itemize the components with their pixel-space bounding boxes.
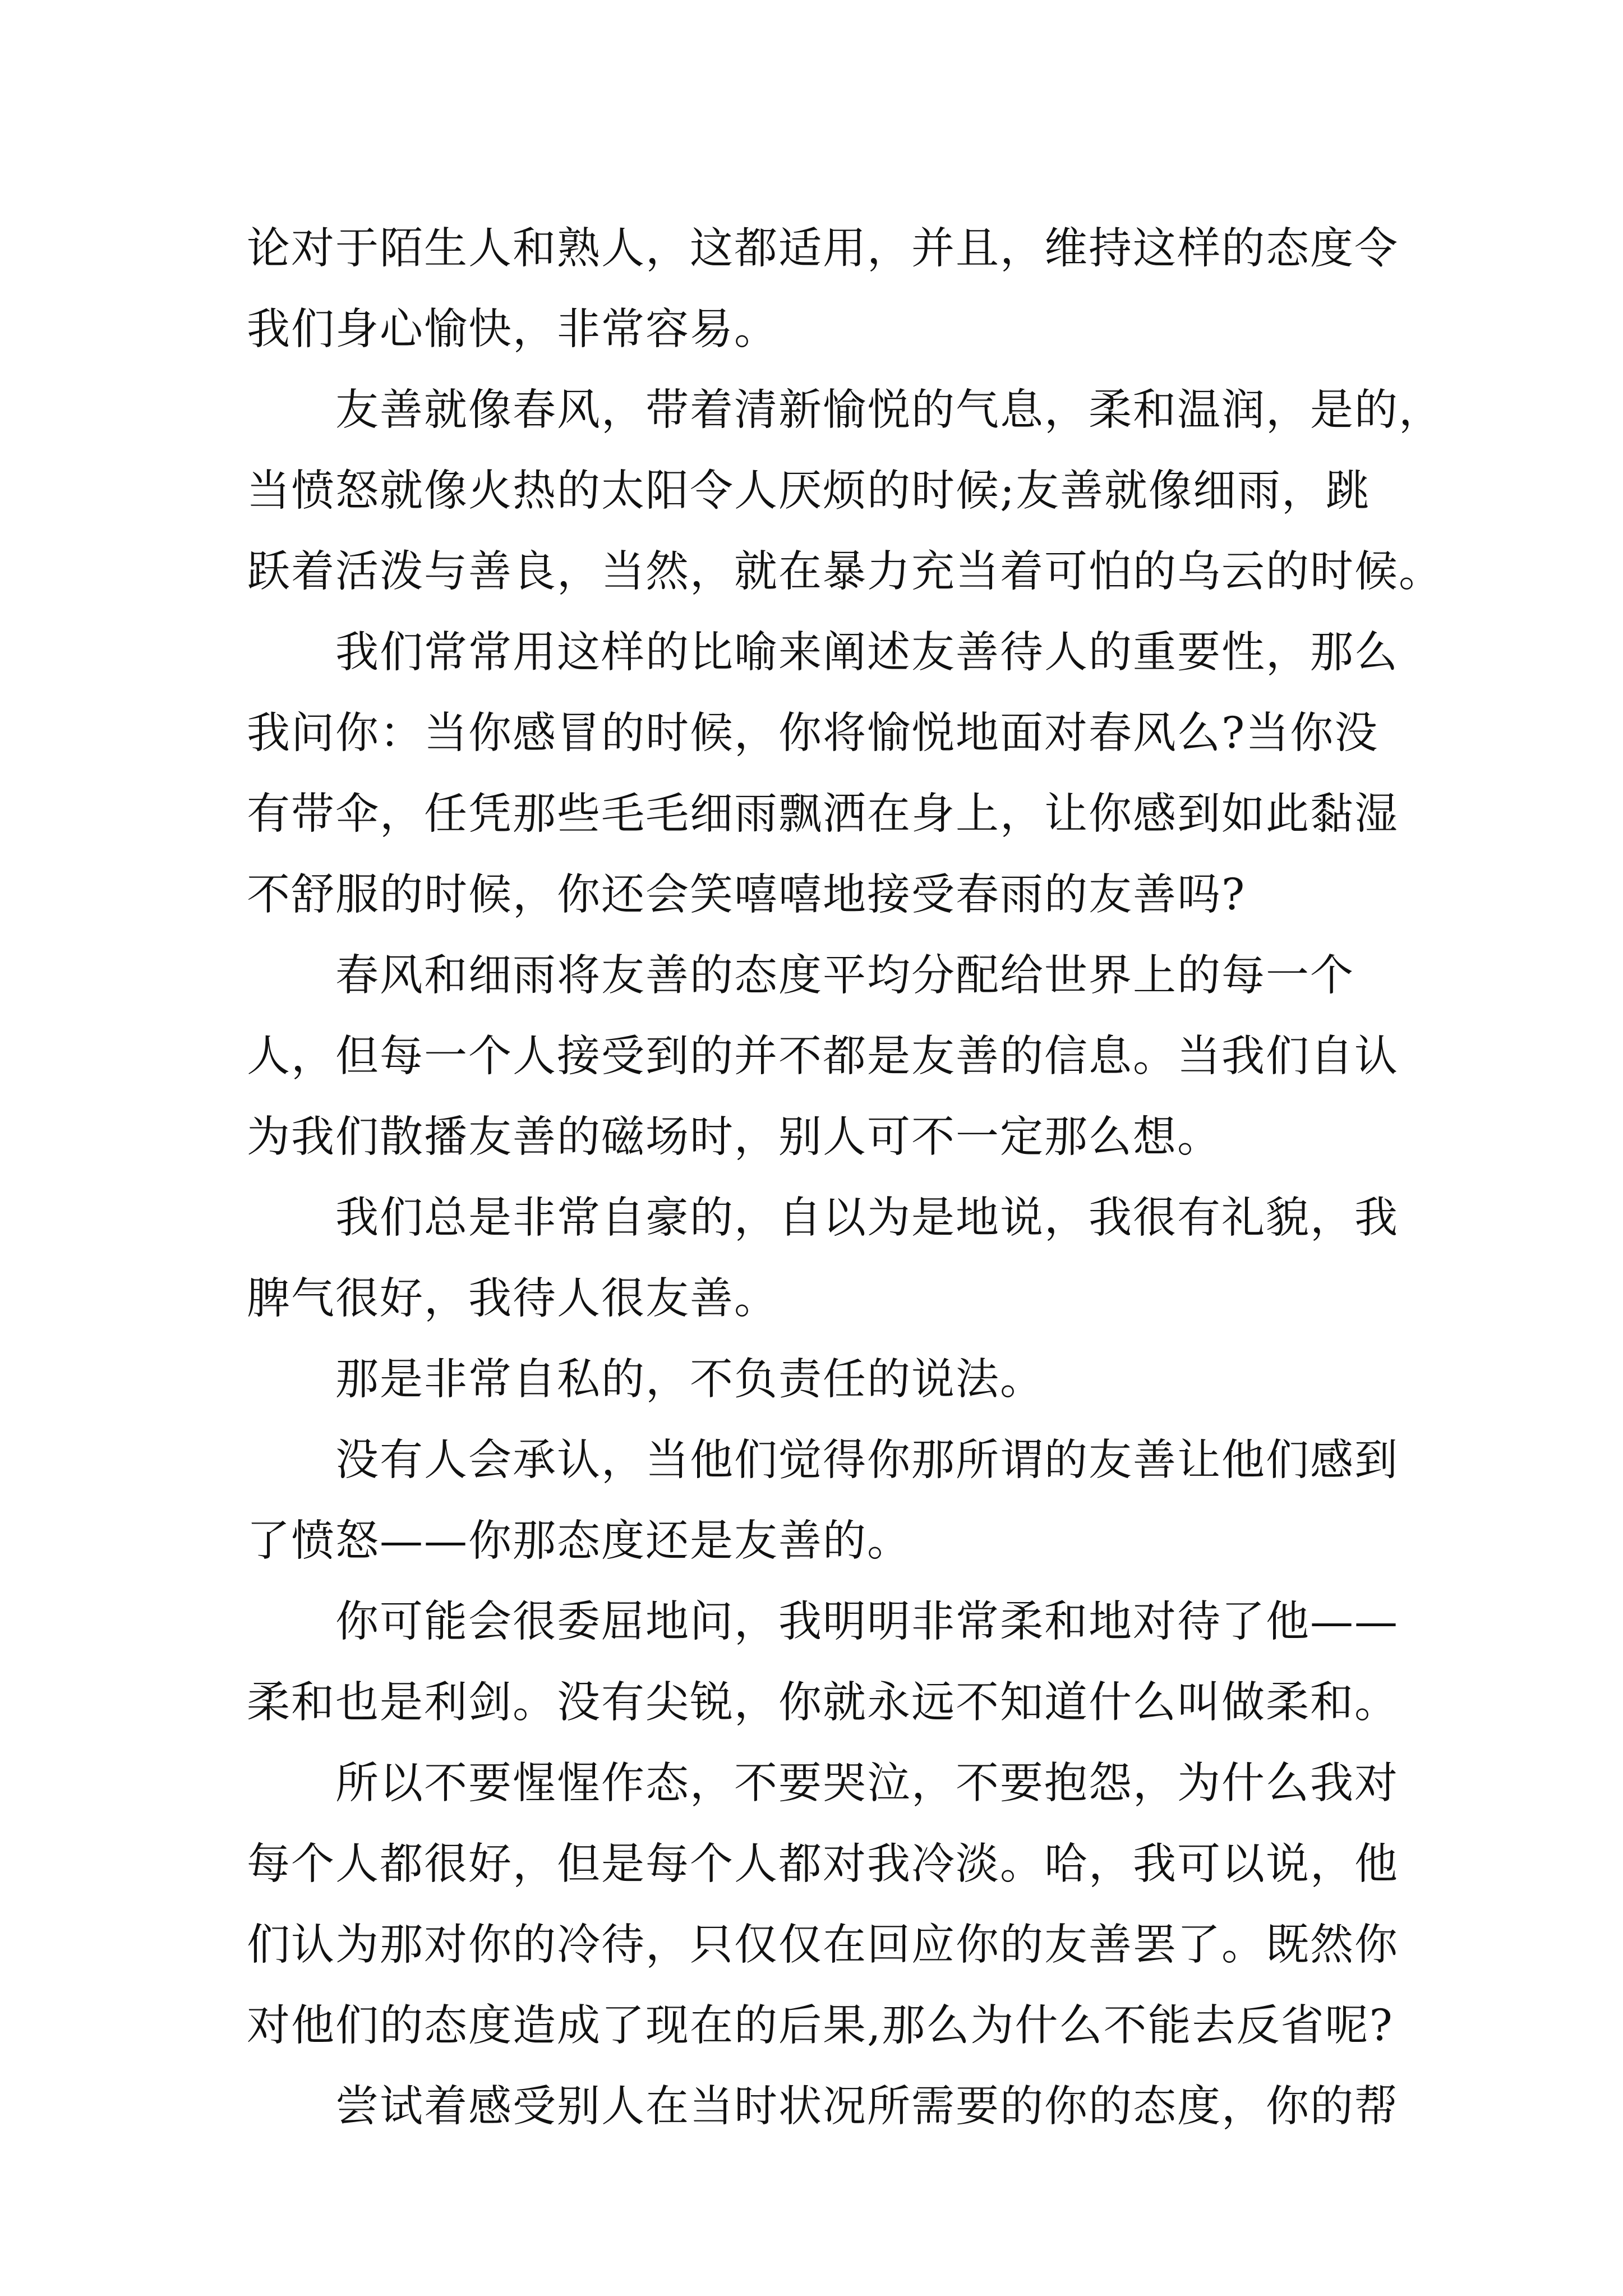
text-line: 友善就像春风，带着清新愉悦的气息，柔和温润，是的， [335, 385, 1443, 435]
text-line: 我们身心愉快，非常容易。 [247, 305, 778, 355]
text-line: 我们总是非常自豪的，自以为是地说，我很有礼貌，我 [335, 1193, 1399, 1243]
text-line: 对他们的态度造成了现在的后果,那么为什么不能去反省呢? [247, 2001, 1394, 2051]
text-line: 论对于陌生人和熟人，这都适用，并且，维持这样的态度令 [247, 224, 1399, 274]
text-line: 柔和也是利剑。没有尖锐，你就永远不知道什么叫做柔和。 [247, 1678, 1399, 1728]
text-line: 你可能会很委屈地问，我明明非常柔和地对待了他—— [335, 1597, 1399, 1647]
text-line: 我问你：当你感冒的时候，你将愉悦地面对春风么?当你没 [247, 708, 1379, 758]
text-line: 每个人都很好，但是每个人都对我冷淡。哈，我可以说，他 [247, 1839, 1399, 1889]
text-line: 当愤怒就像火热的太阳令人厌烦的时候;友善就像细雨，跳 [247, 466, 1370, 516]
document-body [247, 209, 1443, 2147]
text-line: 所以不要惺惺作态，不要哭泣，不要抱怨，为什么我对 [335, 1759, 1399, 1809]
text-line: 春风和细雨将友善的态度平均分配给世界上的每一个 [335, 951, 1354, 1001]
text-line: 了愤怒——你那态度还是友善的。 [247, 1516, 911, 1566]
text-line: 人，但每一个人接受到的并不都是友善的信息。当我们自认 [247, 1032, 1399, 1082]
text-line: 尝试着感受别人在当时状况所需要的你的态度，你的帮 [335, 2082, 1399, 2132]
text-line: 脾气很好，我待人很友善。 [247, 1274, 778, 1324]
text-line: 不舒服的时候，你还会笑嘻嘻地接受春雨的友善吗? [247, 870, 1246, 920]
text-line: 为我们散播友善的磁场时，别人可不一定那么想。 [247, 1112, 1221, 1162]
text-line: 跃着活泼与善良，当然，就在暴力充当着可怕的乌云的时候。 [247, 547, 1443, 597]
text-line: 们认为那对你的冷待，只仅仅在回应你的友善罢了。既然你 [247, 1920, 1399, 1970]
text-line: 有带伞，任凭那些毛毛细雨飘洒在身上，让你感到如此黏湿 [247, 789, 1399, 839]
text-line: 那是非常自私的，不负责任的说法。 [335, 1355, 1044, 1405]
text-line: 没有人会承认，当他们觉得你那所谓的友善让他们感到 [335, 1435, 1399, 1485]
text-line: 我们常常用这样的比喻来阐述友善待人的重要性，那么 [335, 628, 1399, 678]
